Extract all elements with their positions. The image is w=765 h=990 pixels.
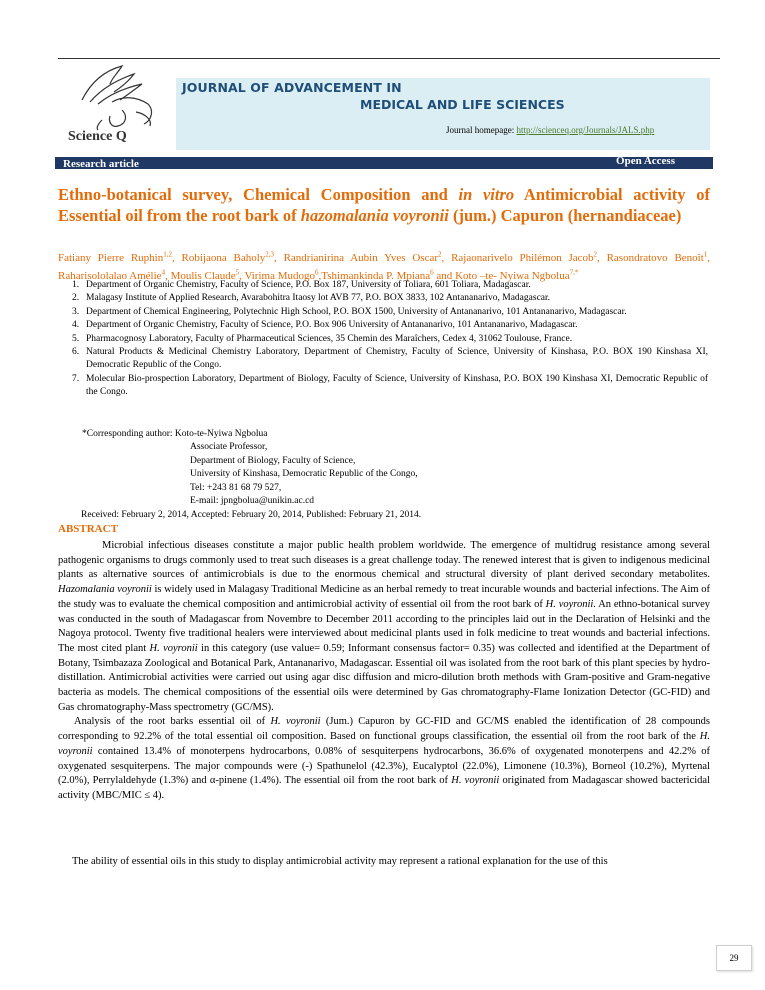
corresponding-line: Department of Biology, Faculty of Science,: [190, 455, 356, 466]
author: Randrianirina Aubin Yves Oscar$^2$,: [283, 250, 452, 264]
title-italic: in vitro: [458, 185, 515, 204]
article-type-bar: [55, 157, 713, 169]
corresponding-line: Associate Professor,: [190, 442, 268, 453]
corresponding-line: Tel: +243 81 68 79 527,: [190, 482, 282, 493]
corresponding-email: E-mail: jpngbolua@unikin.ac.cd: [190, 496, 315, 507]
affiliation-item: 1. Department of Organic Chemistry, Faculty of Science, P.O. Box 187, University of Toliara, 601 Toliara, Madagascar.: [72, 280, 531, 290]
abstract-paragraph: Microbial infectious diseases constitute a major public health problem worldwide. The emergence of multidrug resistance among several pathogenic organisms to drugs commonly used to treat such diseases is a great challenge today. The renewed interest that is given to indigenous medicinal plants as alternative sources of antimicrobials is due to the enormous chemical and structural diversity of plant derived secondary metabolites. Hazomalania voyronii is widely used in Malagasy Traditional Medicine as an herbal remedy to treat incurable wounds and bacterial infections. The Aim of the study was to evaluate the chemical composition and antimicrobial activity of essential oil from the root bark of H. voyronii. An ethno-botanical survey was conducted in the south of Madagascar from Novembre to December 2011 according to the principles laid out in the Declaration of Helsinki and the Nagoya protocol. Twenty five traditional healers were interviewed about medicinal plants used in folk medicine to treat wounds and bacterial infections. The most cited plant H. voyronii in this category (use value= 0.59; Informant consensus factor= 0.35) was collected and identified at the Department of Botany, Tsimbazaza Zoological and Botanical Park, Antananarivo, Madagascar. Essential oil was isolated from the root bark of this plant species by hydro-distillation. Antimicrobial activities were carried out using agar disc diffusion and micro-dilution broth methods with Gram-positive and Gram-negative bacteria as models. The chemical compositions of the essential oils were determined by Gas chromatography-Flame Ionization Detector (GC-FID) and Gas chromatography-Mass spectrometry (GC/MS).: [58, 540, 711, 713]
author: Rasondratovo Benoît$^1$,: [606, 250, 711, 264]
journal-title-line2: MEDICAL AND LIFE SCIENCES: [360, 97, 565, 112]
journal-title-line1: JOURNAL OF ADVANCEMENT IN: [182, 80, 402, 95]
affiliation-item: 3. Department of Chemical Engineering, Polytechnic High School, P.O. BOX 1500, University of Antananarivo, 101 Antananarivo, Madagascar.: [72, 306, 627, 317]
affiliation-item: 4. Department of Organic Chemistry, Faculty of Science, P.O. Box 906 University of Antananarivo, 101 Antananarivo, Madagascar.: [72, 320, 578, 331]
title-part: (jum.) Capuron (hernandiaceae): [448, 206, 682, 225]
author: Robijaona Baholy$^{2,3}$,: [181, 250, 284, 264]
author: Rajaonarivelo Philémon Jacob$^2$,: [451, 250, 607, 264]
author: Virima Mudogo$^6$,: [244, 268, 322, 283]
affiliation-list: [72, 279, 708, 400]
abstract-paragraph: Analysis of the root barks essential oil of H. voyronii (Jum.) Capuron by GC-FID and GC/MS enabled the identification of 28 compounds corresponding to 92.2% of the total essential oil composition. Based on functional groups classification, the essential oil from the root bark of the H. voyronii contained 13.4% of monoterpens hydrocarbons, 0.08% of sesquiterpens hydrocarbons, 36.6% of oxygenated monoterpens and 42.2% of oxygenated sesquiterpens. The major compounds were (-) Spathunelol (42.3%), Eucalyptol (22.0%), Limonene (10.3%), Borneol (10.2%), Myrtenal (2.0%), Perrylaldehyde (1.3%) and α-pinene (1.4%). The essential oil from the root bark of H. voyronii originated from Madagascar showed bactericidal activity (MBC/MIC ≤ 4).: [58, 716, 711, 801]
affiliation-item: 7. Molecular Bio-prospection Laboratory, Department of Biology, Faculty of Science, University of Kinshasa, P.O. BOX 190 Kinshasa XI, Democratic Republic of the Congo.: [72, 373, 708, 398]
article-type-label: Research article: [63, 158, 139, 170]
body-text: The ability of essential oils in this study to display antimicrobial activity may represent a rational explanation for the use of this: [72, 856, 608, 867]
abstract-body: [58, 539, 710, 804]
author: Fatiany Pierre Ruphin$^{1,2}$,: [58, 250, 182, 264]
page-number: 29: [716, 945, 752, 971]
science-q-logo: [62, 60, 170, 146]
abstract-heading: ABSTRACT: [58, 523, 118, 535]
corresponding-label: *Corresponding author: Koto-te-Nyiwa Ngbolua: [82, 429, 268, 439]
corresponding-line: University of Kinshasa, Democratic Republic of the Congo,: [190, 469, 418, 480]
title-part: Antimicrobial activity of Essential oil from the root bark of: [58, 185, 710, 225]
header-rule: [58, 58, 720, 59]
open-access-label: Open Access: [616, 155, 675, 167]
journal-homepage-label: Journal homepage:: [446, 125, 515, 135]
corresponding-author: [82, 428, 418, 508]
title-italic: hazomalania voyronii: [300, 206, 449, 225]
author: Tshimankinda P. Mpiana$^6$ and: [321, 268, 456, 283]
affiliation-item: 2. Malagasy Institute of Applied Research, Avarabohitra Itaosy lot AVB 77, P.O. BOX 3833, 102 Antananarivo, Madagascar.: [72, 293, 551, 304]
author: Moulis Claude$^5$,: [170, 268, 245, 283]
journal-homepage-link[interactable]: http://scienceq.org/Journals/JALS.php: [516, 125, 655, 135]
author: Raharisololalao Amélie$^4$,: [58, 268, 171, 283]
logo-text: Science Q: [68, 129, 127, 144]
article-title: [58, 184, 710, 226]
publication-dates: Received: February 2, 2014, Accepted: February 20, 2014, Published: February 21, 2014.: [81, 510, 422, 520]
title-part: Ethno-botanical survey, Chemical Composition and: [58, 185, 459, 204]
affiliation-item: 5. Pharmacognosy Laboratory, Faculty of Pharmaceutical Sciences, 35 Chemin des Maraîchers, Cedex 4, 31062 Toulouse, France.: [72, 333, 573, 344]
author: Koto –te- Nyiwa Ngbolua$^{7,*}$: [455, 268, 579, 283]
journal-homepage: [446, 125, 654, 135]
affiliation-item: 6. Natural Products & Medicinal Chemistry Laboratory, Department of Chemistry, Faculty of Science, University of Kinshasa, P.O. BOX 190 Kinshasa XI, Democratic Republic of the Congo.: [72, 347, 708, 371]
